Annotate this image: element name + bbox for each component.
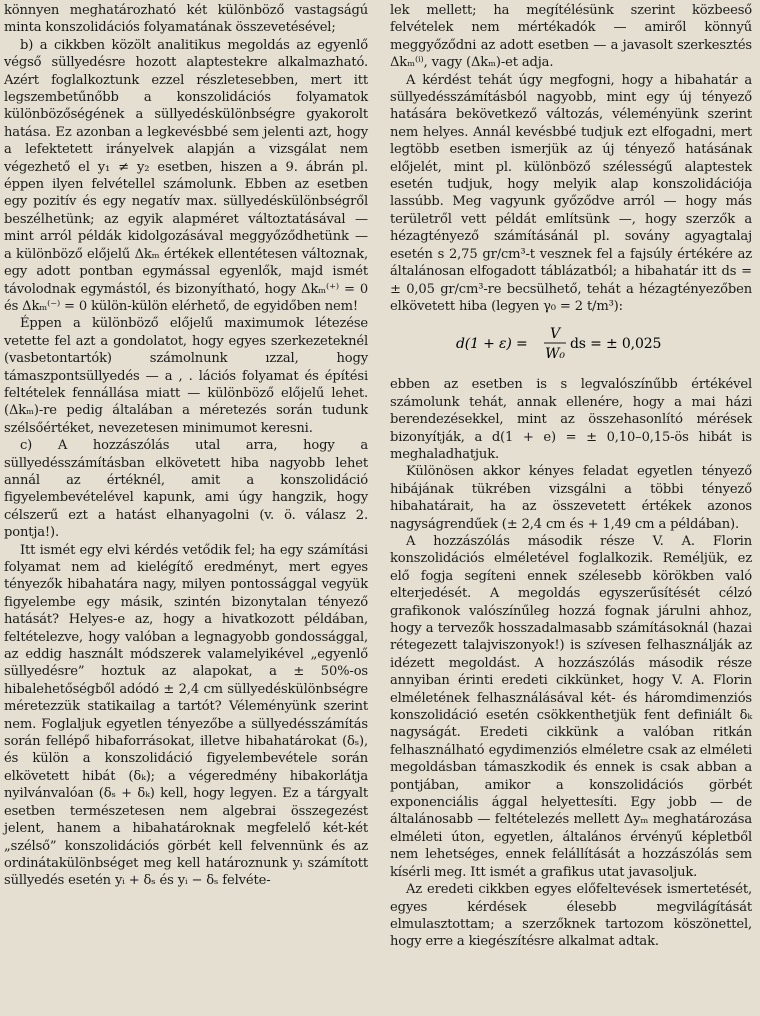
equation-denominator: W₀ <box>545 346 565 363</box>
paragraph: lek mellett; ha megítélésünk szerint közbeeső felvételek nem mértékadók — amiről könnyű meggyőződni az adott esetben — a javasolt szerkesztés Δkₘ⁽ⁱ⁾, vagy (Δkₘ)-et adja. <box>390 3 752 71</box>
paragraph: c) A hozzászólás utal arra, hogy a süllyedésszámításban elkövetett hiba nagyobb lehet annál az értéknél, amit a konszolidáció figyelembevételével kapunk, ami úgy hangzik, hogy célszerű ezt a hatást elhanyagolni (v. ö. válasz 2. pontja!). <box>4 438 368 541</box>
equation-graphic <box>456 323 686 363</box>
paragraph: Az eredeti cikkben egyes előfeltevések ismertetését, egyes kérdések élesebb megvilágítását elmulasztottam; a szerzőknek tartozom köszönettel, hogy erre a kiegészítésre alkalmat adtak. <box>390 882 752 950</box>
left-text-column <box>4 2 368 890</box>
paragraph: A hozzászólás második része V. A. Florin konszolidációs elméletével foglalkozik. Reméljük, ez elő fogja segíteni ennek szélesebb körökben való elterjedését. A megoldás egyszerűsítését célzó grafikonok valószínűleg hozzá fognak járulni ahhoz, hogy a tervezők hosszadalmasabb számításoknál (hazai rétegezett talajviszonyok!) is szívesen felhasználják az idézett megoldást. A hozzászólás második része annyiban érinti eredeti cikkünket, hogy V. A. Florin elméletének felhasználásával két- és háromdimenziós konszolidáció esetén csökkenthetjük fent definiált δₖ nagyságát. Eredeti cikkünk a valóban ritkán felhasználható egydimenziós elméletre csak az elméleti megoldásban támaszkodik és ennek is csak abban a pontjában, amikor a konszolidációs görbét exponenciális ággal helyettesíti. Egy jobb — de általánosabb — feltételezés mellett Δyₘ meghatározása elméleti úton, egyetlen, általános érvényű képletből nem lehetséges, ennek felállítását a hozzászólás sem kísérli meg. Itt ismét a grafikus utat javasoljuk. <box>390 533 752 880</box>
paragraph: ebben az esetben is s legvalószínűbb értékével számolunk tehát, annak ellenére, hogy a mai házi berendezésekkel, mint az összehasonlító mérések bizonyítják, a d(1 + e) = ± 0,10–0,15-ös hibát is meghaladhatjuk. <box>390 377 752 462</box>
right-text-column <box>390 2 752 951</box>
equation <box>390 323 752 368</box>
paragraph: Itt ismét egy elvi kérdés vetődik fel; ha egy számítási folyamat nem ad kielégítő eredményt, mert egyes tényezők hibahatára nagy, milyen pontossággal vegyük figyelembe egy másik, szintén bizonytalan tényező hatását? Helyes-e az, hogy a hivatkozott példában, feltételezve, hogy valóban a legnagyobb gondossággal, az eddig használt módszerek valamelyikével „egyenlő süllyedésre” hoztuk az alapokat, a ± 50%-os hibalehetőségből adódó ± 2,4 cm süllyedéskülönbségre méretezzük statikailag a tartót? Véleményünk szerint nem. Foglaljuk egyetlen tényezőbe a süllyedésszámítás során fellépő hibaforrásokat, illetve hibahatárokat (δₛ), és külön a konszolidáció figyelembevétele során elkövetett hibát (δₖ); a végeredmény hibakorlátja nyilvánvalóan (δₛ + δₖ) kell, hogy legyen. Ez a tárgyalt esetben természetesen nem algebrai összegezést jelent, hanem a hibahatároknak megfelelő két-két „szélső” konszolidációs görbét kell felvennünk és az ordinátakülönbséget meg kell határoznunk yᵢ számított süllyedés esetén yᵢ + δₛ és yᵢ − δₛ felvéte- <box>4 542 368 889</box>
paragraph: Éppen a különböző előjelű maximumok létezése vetette fel azt a gondolatot, hogy egyes szerkezeteknél (vasbetontartók) számolnunk ızzal, hogy támaszpontsüllyedés — a , . lációs folyamat és építési feltételek fennállása miatt — különböző előjelű lehet. (Δkₘ)-re pedig általában a méretezés során tudunk szélsőértéket, nevezetesen minimumot keresni. <box>4 316 368 436</box>
equation-lhs: d(1 + ε) = <box>456 336 528 353</box>
paragraph: Különösen akkor kényes feladat egyetlen tényező hibájának tükrében vizsgálni a többi tényező hibahatárait, ha az összevetett értékek azonos nagyságrendűek (± 2,4 cm és + 1,49 cm a példában). <box>390 464 752 532</box>
paragraph: b) a cikkben közölt analitikus megoldás az egyenlő végső süllyedésre hozott alaptestekre alkalmazható. Azért foglalkoztunk ezzel részletesebben, mert itt legszembetűnőbb a konszolidációs folyamatok különbözőségének a süllyedéskülönbségre gyakorolt hatása. Ez azonban a legkevésbbé sem jelenti azt, hogy a lefektetett irányelvek alapján a vizsgálat nem végezhető el y₁ ≠ y₂ esetben, hiszen a 9. ábrán pl. éppen ilyen felvétellel számolunk. Ebben az esetben egy pozitív és egy negatív max. süllyedéskülönbségről beszélhetünk; az egyik alapméret változtatásával — mint arról példák kidolgozásával meggyőződhetünk — a különböző előjelű Δkₘ értékek ellentétesen változnak, egy adott pontban egymással egyenlők, majd ismét távolodnak egymástól, és bizonyítható, hogy Δkₘ⁽⁺⁾ = 0 és Δkₘ⁽⁻⁾ = 0 külön-külön elérhető, de egyidőben nem! <box>4 37 368 314</box>
equation-rhs: ds = ± 0,025 <box>570 336 662 353</box>
equation-numerator: V <box>550 326 560 343</box>
paragraph: A kérdést tehát úgy megfogni, hogy a hibahatár a süllyedésszámításból nagyobb, mint egy új tényező hatására bekövetkező változás, véleményünk szerint nem helyes. Annál kevésbbé tudjuk ezt elfogadni, mert legtöbb esetben ismerjük az új tényező hatásának előjelét, mint pl. különböző szélességű alaptestek esetén tudjuk, hogy melyik alap konszolidációja lassúbb. Meg vagyunk győződve arról — hogy más területről vett példát említsünk —, hogy szerzők a hézagtényező számításánál pl. sovány agyagtalaj esetén s 2,75 gr/cm³-t vesznek fel a fajsúly értékére az általánosan elfogadott táblázatból; a hibahatár itt ds = ± 0,05 gr/cm³-re becsülhető, tehát a hézagtényezőben elkövetett hiba (legyen γ₀ = 2 t/m³): <box>390 72 752 314</box>
paragraph: könnyen meghatározható két különböző vastagságú minta konszolidációs folyamatának összevetésével; <box>4 3 368 36</box>
